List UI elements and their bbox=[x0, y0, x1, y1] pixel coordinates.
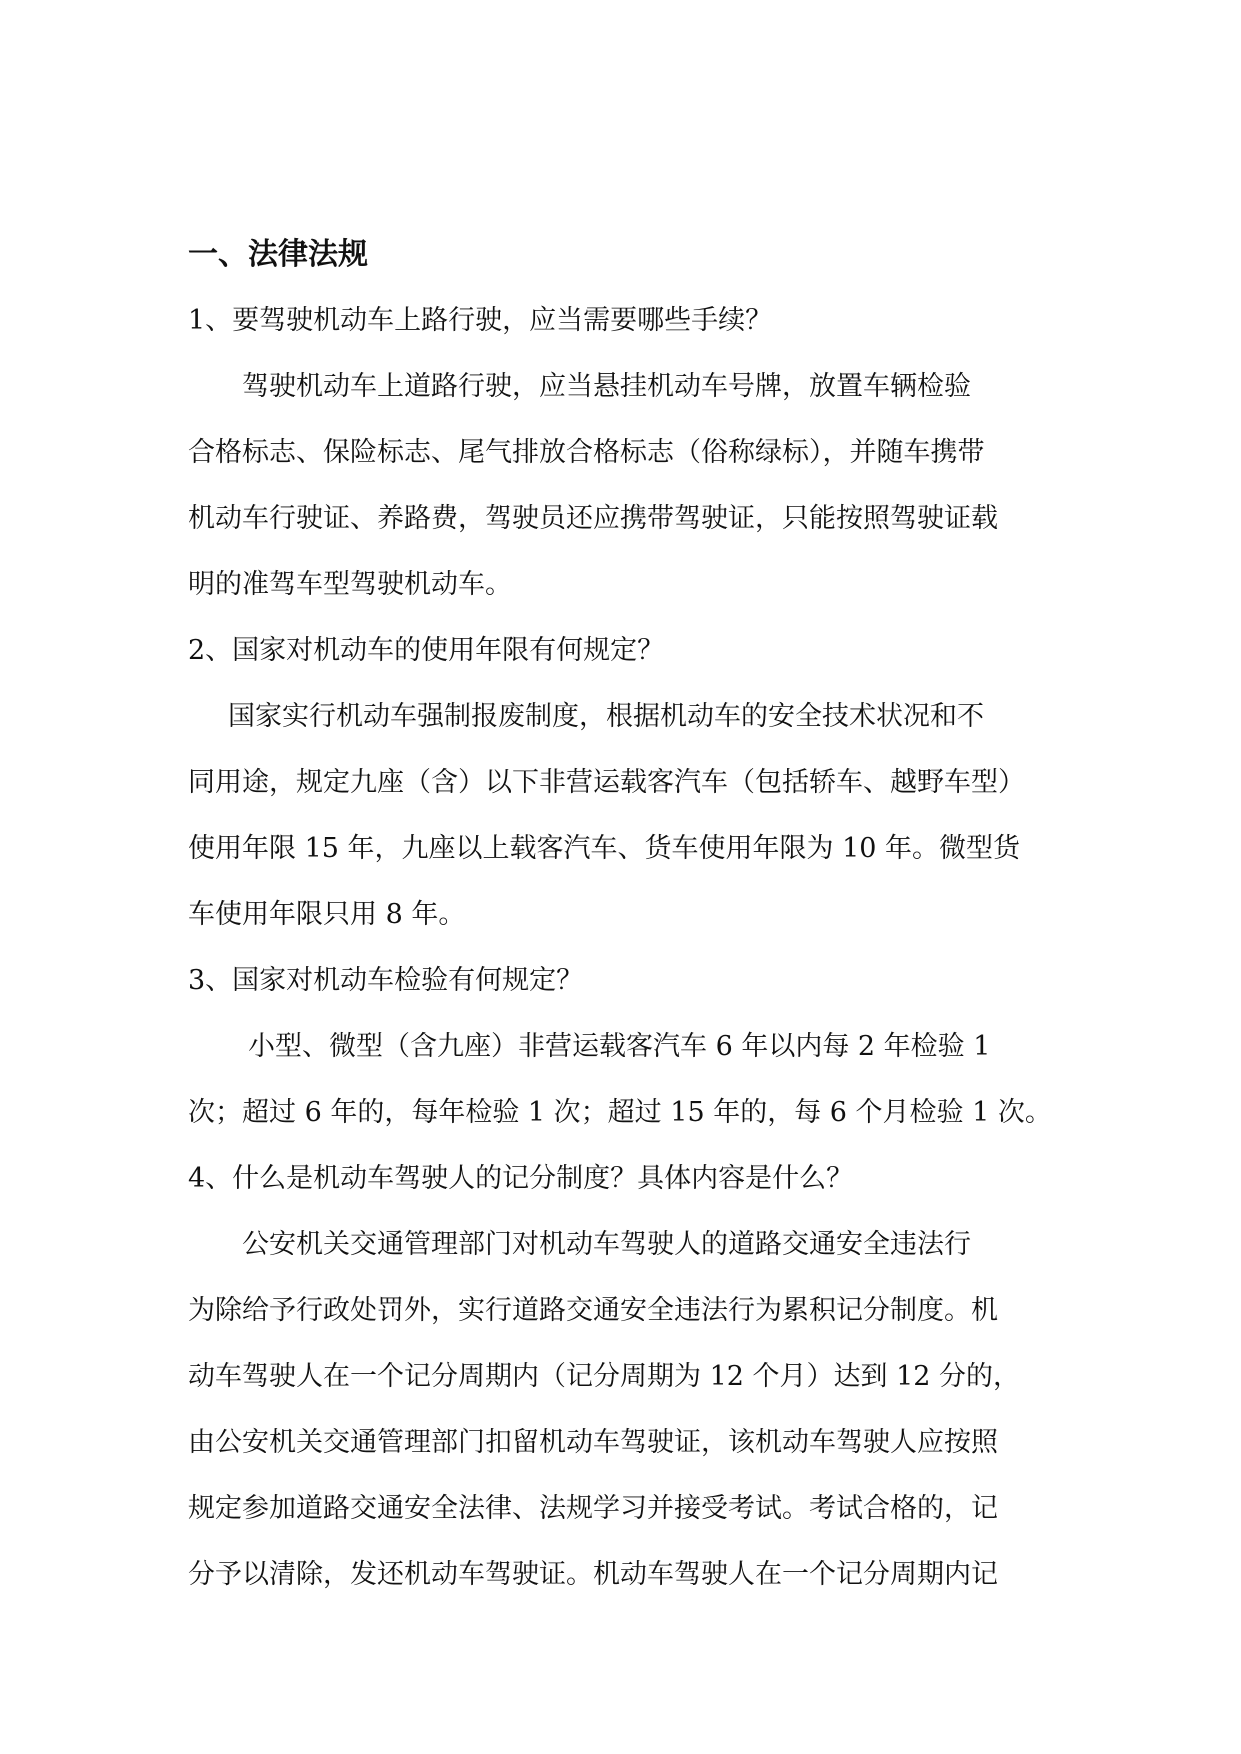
question-4: 4、什么是机动车驾驶人的记分制度？具体内容是什么？ bbox=[188, 1163, 854, 1194]
answer-4-line-1: 公安机关交通管理部门对机动车驾驶人的道路交通安全违法行 bbox=[242, 1229, 971, 1260]
answer-3-line-2: 次；超过 6 年的，每年检验 1 次；超过 15 年的，每 6 个月检验 1 次。 bbox=[188, 1097, 1052, 1128]
answer-1-line-1: 驾驶机动车上道路行驶，应当悬挂机动车号牌，放置车辆检验 bbox=[242, 371, 971, 402]
answer-1-line-4: 明的准驾车型驾驶机动车。 bbox=[188, 569, 512, 600]
answer-4-line-6: 分予以清除，发还机动车驾驶证。机动车驾驶人在一个记分周期内记 bbox=[188, 1559, 998, 1590]
answer-1-line-3: 机动车行驶证、养路费，驾驶员还应携带驾驶证，只能按照驾驶证载 bbox=[188, 503, 998, 534]
answer-1 bbox=[188, 354, 1056, 618]
answer-1-line-2: 合格标志、保险标志、尾气排放合格标志（俗称绿标），并随车携带 bbox=[188, 437, 985, 468]
answer-2-line-1: 国家实行机动车强制报废制度，根据机动车的安全技术状况和不 bbox=[228, 701, 984, 732]
answer-4-line-4: 由公安机关交通管理部门扣留机动车驾驶证，该机动车驾驶人应按照 bbox=[188, 1427, 998, 1458]
answer-2 bbox=[188, 684, 1056, 948]
answer-4-line-3: 动车驾驶人在一个记分周期内（记分周期为 12 个月）达到 12 分的， bbox=[188, 1361, 1021, 1392]
answer-4 bbox=[188, 1212, 1056, 1608]
answer-3-line-1: 小型、微型（含九座）非营运载客汽车 6 年以内每 2 年检验 1 bbox=[248, 1031, 991, 1062]
answer-4-line-2: 为除给予行政处罚外，实行道路交通安全违法行为累积记分制度。机 bbox=[188, 1295, 998, 1326]
question-3: 3、国家对机动车检验有何规定？ bbox=[188, 965, 584, 996]
question-2: 2、国家对机动车的使用年限有何规定？ bbox=[188, 635, 665, 666]
answer-3 bbox=[188, 1014, 1056, 1146]
answer-2-line-3: 使用年限 15 年，九座以上载客汽车、货车使用年限为 10 年。微型货 bbox=[188, 833, 1021, 864]
question-1: 1、要驾驶机动车上路行驶，应当需要哪些手续？ bbox=[188, 305, 773, 336]
section-title: 一、法律法规 bbox=[188, 237, 368, 272]
answer-2-line-2: 同用途，规定九座（含）以下非营运载客汽车（包括轿车、越野车型） bbox=[188, 767, 1025, 798]
answer-4-line-5: 规定参加道路交通安全法律、法规学习并接受考试。考试合格的，记 bbox=[188, 1493, 998, 1524]
document-content bbox=[188, 222, 1056, 1608]
answer-2-line-4: 车使用年限只用 8 年。 bbox=[188, 899, 466, 930]
